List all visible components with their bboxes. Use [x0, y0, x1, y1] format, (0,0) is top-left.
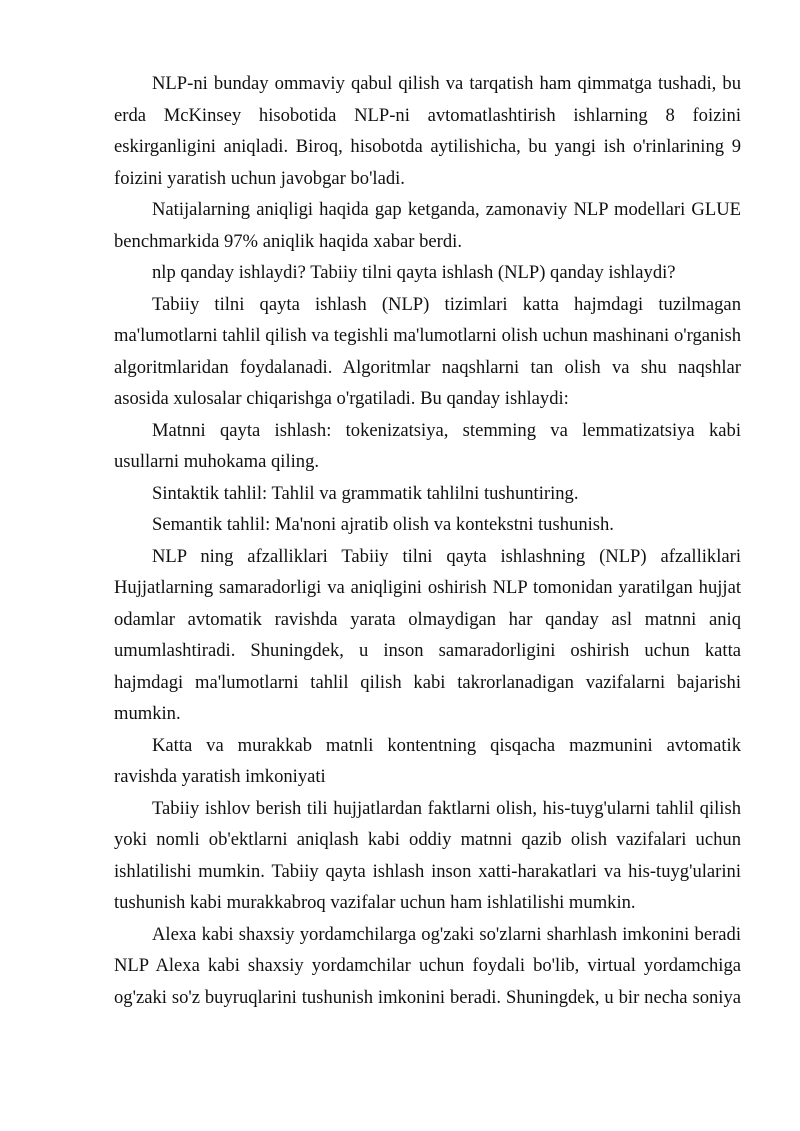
- paragraph-how-nlp-works-heading: nlp qanday ishlaydi? Tabiiy tilni qayta ishlash (NLP) qanday ishlaydi?: [152, 262, 676, 283]
- paragraph-personal-assistants: Alexa kabi shaxsiy yordamchilarga og'zaki so'zlarni sharhlash imkonini beradi NLP Alexa kabi shaxsiy yordamchilar uchun foydali bo'lib, virtual yordamchiga og'zaki so'z buyruqlarini tushunish imkonini beradi. Shuningdek, u bir necha soniya: [114, 923, 741, 1008]
- paragraph-summarization: Katta va murakkab matnli kontentning qisqacha mazmunini avtomatik ravishda yaratish imkoniyati: [114, 734, 741, 787]
- paragraph-text-mining: Tabiiy ishlov berish tili hujjatlardan faktlarni olish, his-tuyg'ularni tahlil qilish yoki nomli ob'ektlarni aniqlash kabi oddiy matnni qazib olish vazifalari uchun ishlatilishi mumkin. Tabiiy qayta ishlash inson xatti-harakatlari va his-tuyg'ularini tushunish kabi murakkabroq vazifalar uchun ham ishlatilishi mumkin.: [114, 797, 741, 913]
- paragraph-semantic-analysis: Semantik tahlil: Ma'noni ajratib olish va kontekstni tushunish.: [152, 514, 614, 535]
- paragraph-text-processing: Matnni qayta ishlash: tokenizatsiya, stemming va lemmatizatsiya kabi usullarni muhokama qiling.: [114, 419, 741, 472]
- paragraph-glue-accuracy: Natijalarning aniqligi haqida gap ketganda, zamonaviy NLP modellari GLUE benchmarkida 97% aniqlik haqida xabar berdi.: [114, 199, 741, 252]
- paragraph-nlp-adoption-cost: NLP-ni bunday ommaviy qabul qilish va tarqatish ham qimmatga tushadi, bu erda McKinsey hisobotida NLP-ni avtomatlashtirish ishlarning 8 foizini eskirganligini aniqladi. Biroq, hisobotda aytilishicha, bu yangi ish o'rinlarining 9 foizini yaratish uchun javobgar bo'ladi.: [114, 73, 741, 189]
- paragraph-nlp-systems: Tabiiy tilni qayta ishlash (NLP) tizimlari katta hajmdagi tuzilmagan ma'lumotlarni tahlil qilish va tegishli ma'lumotlarni olish uchun mashinani o'rganish algoritmlaridan foydalanadi. Algoritmlar naqshlarni tan olish va shu naqshlar asosida xulosalar chiqarishga o'rgatiladi. Bu qanday ishlaydi:: [114, 293, 741, 409]
- paragraph-nlp-advantages: NLP ning afzalliklari Tabiiy tilni qayta ishlashning (NLP) afzalliklari Hujjatlarning samaradorligi va aniqligini oshirish NLP tomonidan yaratilgan hujjat odamlar avtomatik ravishda yarata olmaydigan har qanday asl matnni aniq umumlashtiradi. Shuningdek, u inson samaradorligini oshirish uchun katta hajmdagi ma'lumotlarni tahlil qilish kabi takrorlanadigan vazifalarni bajarishi mumkin.: [114, 545, 741, 724]
- paragraph-syntactic-analysis: Sintaktik tahlil: Tahlil va grammatik tahlilni tushuntiring.: [152, 482, 579, 504]
- document-body: [114, 68, 741, 1013]
